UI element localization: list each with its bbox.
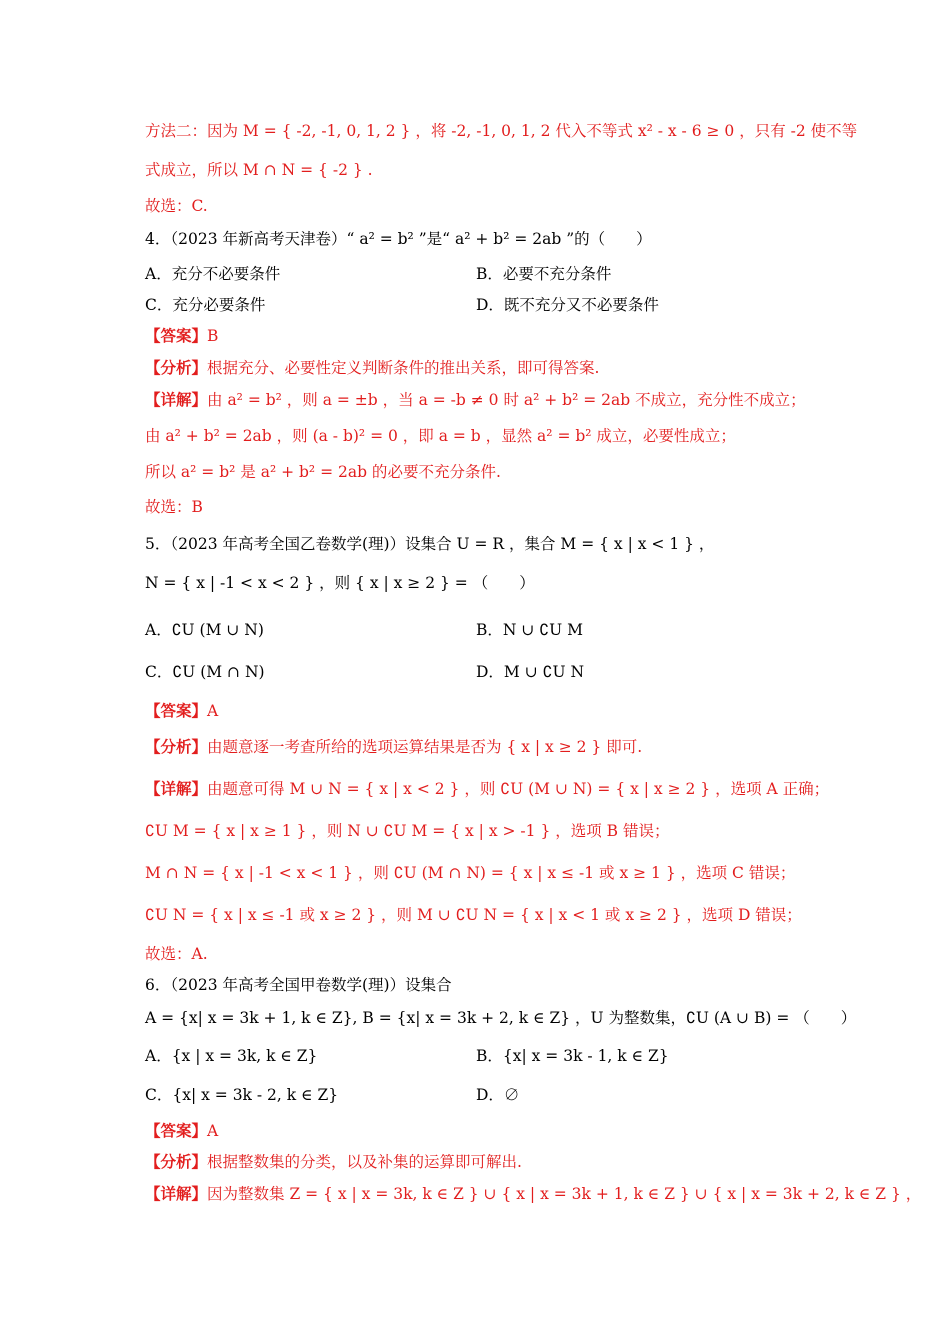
answer-value: A: [207, 1122, 219, 1140]
q6-option-d: D．∅: [476, 1086, 520, 1104]
q6-detail-1: [145, 1184, 921, 1204]
answer-value: A: [207, 702, 219, 720]
q4-detail-1: [145, 390, 806, 410]
q5-option-c: C．∁U (M ∩ N): [145, 663, 265, 681]
analysis-tag: 【分析】: [145, 1152, 208, 1171]
q4-choose: 故选：B: [145, 498, 203, 516]
detail-text: 因为整数集 Z = { x | x = 3k, k ∈ Z } ∪ { x | x = 3k + 1, k ∈ Z } ∪ { x | x = 3k + 2, k ∈ Z } ，: [207, 1185, 922, 1203]
analysis-tag: 【分析】: [145, 358, 208, 377]
choose-c: 故选：C.: [145, 197, 208, 215]
method2-conclusion: 式成立，所以 M ∩ N = { -2 } .: [145, 161, 373, 179]
q6-stem-2: A = {x| x = 3k + 1, k ∈ Z}, B = {x| x = 3k + 2, k ∈ Z} ，U 为整数集，∁U (A ∪ B) = （ ）: [145, 1009, 857, 1027]
q6-option-a: A．{x | x = 3k, k ∈ Z}: [145, 1047, 318, 1065]
answer-tag: 【答案】: [145, 1121, 208, 1140]
detail-tag: 【详解】: [145, 1184, 208, 1203]
answer-value: B: [207, 327, 219, 345]
analysis-tag: 【分析】: [145, 737, 208, 756]
q6-option-c: C．{x| x = 3k - 2, k ∈ Z}: [145, 1086, 339, 1104]
q6-option-b: B．{x| x = 3k - 1, k ∈ Z}: [476, 1047, 669, 1065]
analysis-text: 根据充分、必要性定义判断条件的推出关系，即可得答案.: [207, 359, 600, 377]
q5-detail-3: M ∩ N = { x | -1 < x < 1 } ，则 ∁U (M ∩ N) = { x | x ≤ -1 或 x ≥ 1 } ，选项 C 错误；: [145, 864, 796, 882]
analysis-text: 由题意逐一考查所给的选项运算结果是否为 { x | x ≥ 2 } 即可.: [207, 738, 643, 756]
q4-option-a: A．充分不必要条件: [145, 265, 281, 283]
q5-detail-1: [145, 779, 829, 799]
q6-stem-1: 6．（2023 年高考全国甲卷数学(理)）设集合: [145, 976, 452, 994]
q5-analysis: [145, 737, 642, 757]
detail-text: 由 a² = b² ，则 a = ±b ，当 a = -b ≠ 0 时 a² + b² = 2ab 不成立，充分性不成立；: [207, 391, 806, 409]
q5-stem-1: 5．（2023 年高考全国乙卷数学(理)）设集合 U = R ，集合 M = { x | x < 1 } ，: [145, 535, 715, 553]
q5-answer: [145, 701, 218, 721]
q5-stem-2: N = { x | -1 < x < 2 } ，则 { x | x ≥ 2 } = （ ）: [145, 574, 535, 592]
q4-detail-2: 由 a² + b² = 2ab ，则 (a - b)² = 0 ，即 a = b ，显然 a² = b² 成立，必要性成立；: [145, 427, 736, 445]
q4-stem: 4．（2023 年新高考天津卷）“ a² = b² ”是“ a² + b² = 2ab ”的（ ）: [145, 230, 652, 248]
detail-tag: 【详解】: [145, 390, 208, 409]
q4-option-c: C．充分必要条件: [145, 296, 266, 314]
q6-analysis: [145, 1152, 522, 1172]
detail-text: 由题意可得 M ∪ N = { x | x < 2 } ，则 ∁U (M ∪ N) = { x | x ≥ 2 } ，选项 A 正确；: [207, 780, 830, 798]
q5-option-a: A．∁U (M ∪ N): [145, 621, 264, 639]
analysis-text: 根据整数集的分类，以及补集的运算即可解出.: [207, 1153, 522, 1171]
answer-tag: 【答案】: [145, 701, 208, 720]
q5-detail-2: ∁U M = { x | x ≥ 1 } ，则 N ∪ ∁U M = { x | x > -1 } ，选项 B 错误；: [145, 822, 670, 840]
q4-option-d: D．既不充分又不必要条件: [476, 296, 659, 314]
q6-answer: [145, 1121, 218, 1141]
answer-tag: 【答案】: [145, 326, 208, 345]
q5-choose: 故选：A.: [145, 945, 208, 963]
method2-line: 方法二：因为 M = { -2, -1, 0, 1, 2 } ，将 -2, -1, 0, 1, 2 代入不等式 x² - x - 6 ≥ 0 ，只有 -2 使不等: [145, 122, 858, 140]
q5-option-b: B．N ∪ ∁U M: [476, 621, 584, 639]
q4-option-b: B．必要不充分条件: [476, 265, 612, 283]
detail-tag: 【详解】: [145, 779, 208, 798]
q5-option-d: D．M ∪ ∁U N: [476, 663, 585, 681]
q4-answer: [145, 326, 218, 346]
q5-detail-4: ∁U N = { x | x ≤ -1 或 x ≥ 2 } ，则 M ∪ ∁U N = { x | x < 1 或 x ≥ 2 } ，选项 D 错误；: [145, 906, 802, 924]
q4-analysis: [145, 358, 599, 378]
q4-detail-3: 所以 a² = b² 是 a² + b² = 2ab 的必要不充分条件.: [145, 463, 501, 481]
